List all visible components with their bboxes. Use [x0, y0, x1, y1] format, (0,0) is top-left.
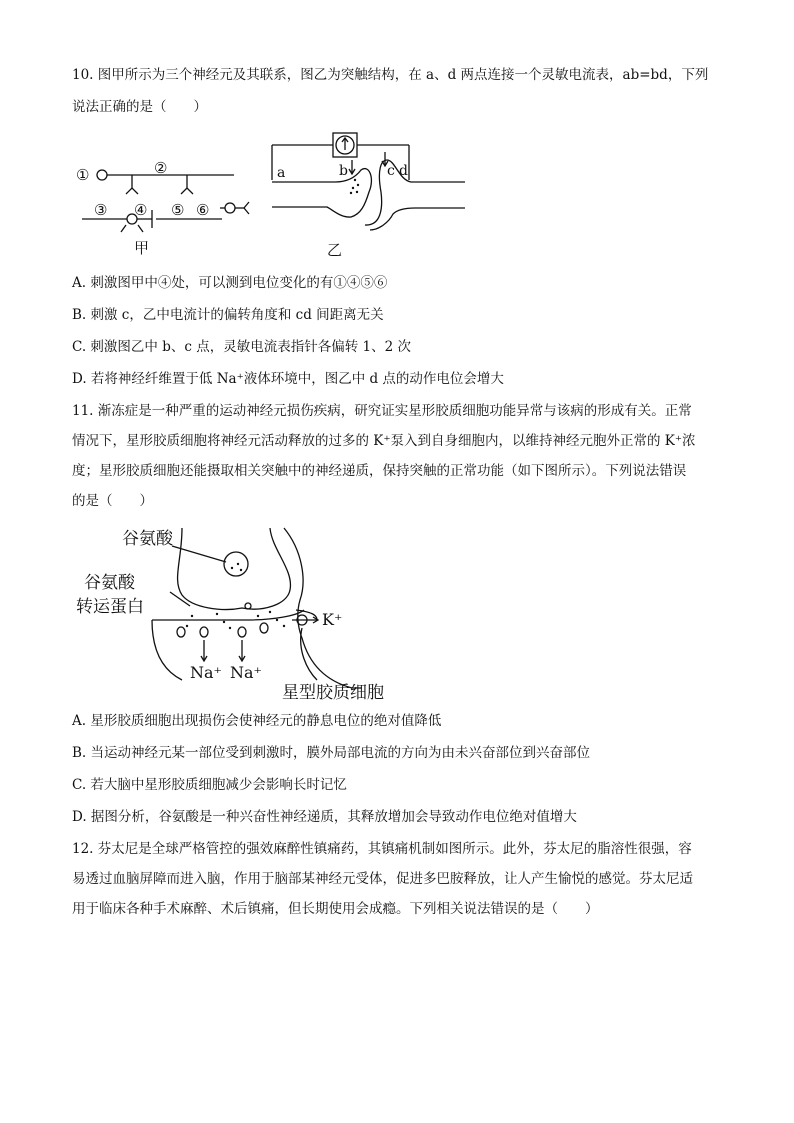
q12-stem-line-2: 易透过血脑屏障而进入脑，作用于脑部某神经元受体，促进多巴胺释放，让人产生愉悦的感觉。芬太尼适 [72, 871, 693, 887]
q10-stem-line-2: 说法正确的是（ ） [72, 99, 207, 115]
label-5: ⑤ [171, 201, 185, 219]
label-k: K⁺ [322, 610, 343, 629]
q10-figure-yi [265, 130, 470, 260]
q11-stem-line-1: 11. 渐冻症是一种严重的运动神经元损伤疾病，研究证实星形胶质细胞功能异常与该病的形成有关。正常 [72, 403, 692, 419]
q11-stem-line-4: 的是（ ） [72, 493, 153, 509]
label-na-1: Na⁺ [190, 663, 222, 682]
label-astrocyte: 星型胶质细胞 [282, 683, 384, 703]
caption-yi: 乙 [327, 241, 343, 259]
label-glutamate: 谷氨酸 [122, 529, 173, 549]
caption-jia: 甲 [134, 239, 150, 257]
q11-stem-line-3: 度；星形胶质细胞还能摄取相关突触中的神经递质，保持突触的正常功能（如下图所示）。下列说法错误 [72, 463, 687, 479]
label-transporter-2: 转运蛋白 [76, 597, 144, 617]
label-1: ① [76, 166, 90, 184]
q10-option-c: C. 刺激图乙中 b、c 点，灵敏电流表指针各偏转 1、2 次 [72, 339, 411, 355]
q11-option-d: D. 据图分析，谷氨酸是一种兴奋性神经递质，其释放增加会导致动作电位绝对值增大 [72, 809, 577, 825]
label-3: ③ [94, 201, 108, 219]
q11-option-a: A. 星形胶质细胞出现损伤会使神经元的静息电位的绝对值降低 [72, 713, 442, 729]
label-6: ⑥ [196, 201, 210, 219]
label-4: ④ [134, 201, 148, 219]
label-2: ② [154, 159, 168, 177]
q12-stem-line-1: 12. 芬太尼是全球严格管控的强效麻醉性镇痛药，其镇痛机制如图所示。此外，芬太尼的脂溶性很强，容 [72, 841, 692, 857]
label-a: a [277, 165, 286, 181]
label-b: b [339, 163, 348, 179]
q11-stem-line-2: 情况下，星形胶质细胞将神经元活动释放的过多的 K⁺泵入到自身细胞内，以维持神经元胞外正常的 K⁺浓 [72, 433, 696, 449]
q11-option-c: C. 若大脑中星形胶质细胞减少会影响长时记忆 [72, 777, 347, 793]
label-c: c [387, 163, 395, 179]
q10-stem-line-1: 10. 图甲所示为三个神经元及其联系，图乙为突触结构，在 a、d 两点连接一个灵敏电流表，ab=bd，下列 [72, 67, 709, 83]
q12-stem-line-3: 用于临床各种手术麻醉、术后镇痛，但长期使用会成瘾。下列相关说法错误的是（ ） [72, 901, 599, 917]
q10-option-b: B. 刺激 c，乙中电流计的偏转角度和 cd 间距离无关 [72, 307, 384, 323]
q11-figure-synapse [72, 520, 392, 705]
label-d: d [399, 163, 408, 179]
label-na-2: Na⁺ [230, 663, 262, 682]
q10-figure-jia [74, 148, 250, 260]
q10-option-a: A. 刺激图甲中④处，可以测到电位变化的有①④⑤⑥ [72, 275, 388, 291]
q10-option-d: D. 若将神经纤维置于低 Na⁺液体环境中，图乙中 d 点的动作电位会增大 [72, 371, 504, 387]
q11-option-b: B. 当运动神经元某一部位受到刺激时，膜外局部电流的方向为由未兴奋部位到兴奋部位 [72, 745, 591, 761]
label-transporter-1: 谷氨酸 [84, 573, 135, 593]
